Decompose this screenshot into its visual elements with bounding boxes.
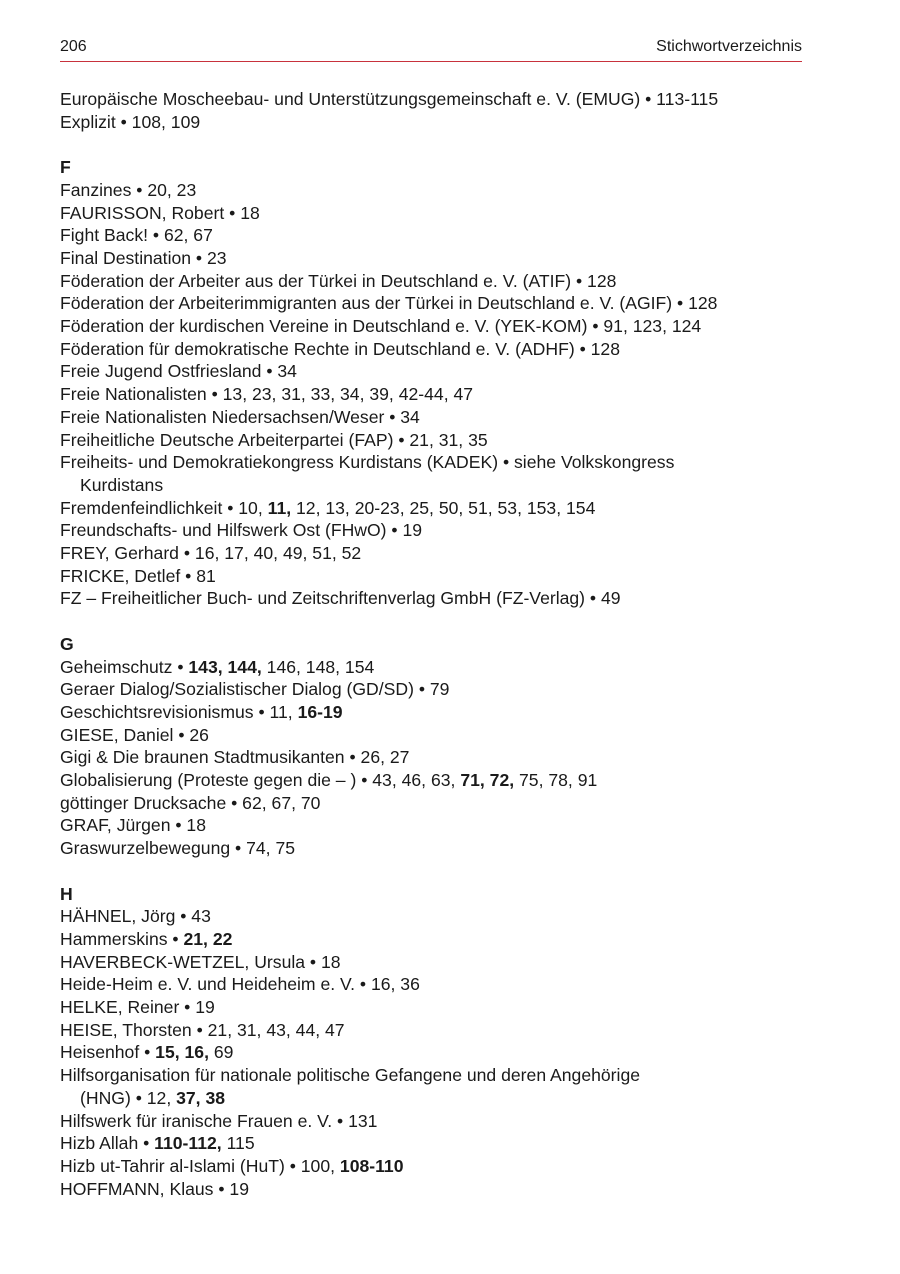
entry-text: 115 [221, 1133, 255, 1154]
index-entry [60, 406, 802, 429]
index-entry [60, 814, 802, 837]
entry-text: Föderation der kurdischen Vereine in Deutschland e. V. (YEK-KOM) • 91, 123, 124 [60, 316, 702, 337]
page-ref-bold: 110-112, [154, 1133, 222, 1154]
entry-text: 75, 78, 91 [514, 770, 598, 791]
page-ref-bold: 16-19 [297, 701, 343, 722]
entry-text: Freie Jugend Ostfriesland • 34 [60, 361, 297, 382]
running-title: Stichwortverzeichnis [656, 38, 802, 55]
entry-text: HÄHNEL, Jörg • 43 [60, 906, 211, 927]
index-entry-continuation [60, 474, 802, 497]
entry-text: FAURISSON, Robert • 18 [60, 202, 260, 223]
entry-text: Globalisierung (Proteste gegen die – ) • 43, 46, 63, [60, 770, 461, 791]
section-letter: G [60, 633, 74, 654]
index-entry [60, 270, 802, 293]
index-entry [60, 111, 802, 134]
entry-text: Föderation der Arbeiterimmigranten aus der Türkei in Deutschland e. V. (AGIF) • 128 [60, 293, 718, 314]
index-entry [60, 1041, 802, 1064]
entry-text: 69 [208, 1042, 234, 1063]
index-entry [60, 701, 802, 724]
index-entry [60, 542, 802, 565]
page-ref-bold: 21, 22 [183, 928, 233, 949]
entry-text: Hizb ut-Tahrir al-Islami (HuT) • 100, [60, 1156, 340, 1176]
entry-text: HOFFMANN, Klaus • 19 [60, 1178, 249, 1199]
index-section [60, 156, 802, 610]
index-entry [60, 247, 802, 270]
entry-text: Heisenhof • [60, 1042, 156, 1063]
section-letter: H [60, 883, 73, 904]
page-ref-bold: 143, 144, [188, 656, 262, 677]
page-ref-bold: 11, [267, 497, 292, 518]
index-entry [60, 383, 802, 406]
page-ref-bold: 108-110 [339, 1156, 404, 1176]
index-entry [60, 724, 802, 747]
index-entry [60, 678, 802, 701]
entry-text: Fanzines • 20, 23 [60, 179, 197, 200]
index-entry [60, 951, 802, 974]
running-header [60, 37, 802, 62]
section-letter: F [60, 157, 71, 178]
index-entry [60, 497, 802, 520]
index-entry-continuation [60, 1087, 802, 1110]
index-entry [60, 746, 802, 769]
index-entry [60, 565, 802, 588]
entry-text: GIESE, Daniel • 26 [60, 724, 209, 745]
entry-text: Graswurzelbewegung • 74, 75 [60, 838, 296, 859]
index-entry [60, 429, 802, 452]
index-entry [60, 656, 802, 679]
entry-text: Hilfswerk für iranische Frauen e. V. • 131 [60, 1110, 378, 1131]
entry-text: HELKE, Reiner • 19 [60, 997, 215, 1018]
entry-text: Freundschafts- und Hilfswerk Ost (FHwO) • 19 [60, 520, 423, 541]
page-ref-bold: 71, 72, [460, 770, 515, 791]
index-entry [60, 1064, 802, 1087]
entry-text: Freie Nationalisten • 13, 23, 31, 33, 34, 39, 42-44, 47 [60, 384, 474, 405]
entry-text: (HNG) • 12, [80, 1087, 177, 1108]
entry-text: HEISE, Thorsten • 21, 31, 43, 44, 47 [60, 1019, 345, 1040]
index-entry [60, 338, 802, 361]
index-entry [60, 1110, 802, 1133]
entry-text: Final Destination • 23 [60, 247, 227, 268]
entry-text: Geraer Dialog/Sozialistischer Dialog (GD/SD) • 79 [60, 679, 450, 700]
entry-text: Freie Nationalisten Niedersachsen/Weser • 34 [60, 406, 420, 427]
index-entry [60, 315, 802, 338]
entry-text: HAVERBECK-WETZEL, Ursula • 18 [60, 951, 341, 972]
entry-text: Hammerskins • [60, 928, 184, 949]
index-entry [60, 202, 802, 225]
index-entry [60, 519, 802, 542]
entry-text: GRAF, Jürgen • 18 [60, 815, 206, 836]
entry-text: Föderation der Arbeiter aus der Türkei in Deutschland e. V. (ATIF) • 128 [60, 270, 617, 291]
index-entry [60, 996, 802, 1019]
index-entry [60, 587, 802, 610]
index-section [60, 633, 802, 860]
entry-text: Gigi & Die braunen Stadtmusikanten • 26, 27 [60, 747, 410, 768]
index-section [60, 883, 802, 1201]
index-entry [60, 179, 802, 202]
entry-text: Hizb Allah • [60, 1133, 155, 1154]
entry-text: 12, 13, 20-23, 25, 50, 51, 53, 153, 154 [291, 497, 596, 518]
entry-text: Freiheits- und Demokratiekongress Kurdistans (KADEK) • siehe Volkskongress [60, 452, 675, 473]
entry-text: Fremdenfeindlichkeit • 10, [60, 497, 268, 518]
page-number: 206 [60, 38, 87, 55]
entry-text: Fight Back! • 62, 67 [60, 225, 213, 246]
entry-text: göttinger Drucksache • 62, 67, 70 [60, 792, 321, 813]
entry-text: Explizit • 108, 109 [60, 111, 201, 132]
entry-text: Föderation für demokratische Rechte in Deutschland e. V. (ADHF) • 128 [60, 338, 620, 359]
index-entry [60, 1155, 802, 1178]
entry-text: FZ – Freiheitlicher Buch- und Zeitschriftenverlag GmbH (FZ-Verlag) • 49 [60, 588, 621, 609]
entry-text: FRICKE, Detlef • 81 [60, 565, 216, 586]
entry-text: Geheimschutz • [60, 656, 189, 677]
entry-text: Heide-Heim e. V. und Heideheim e. V. • 16, 36 [60, 974, 420, 995]
entry-text: Kurdistans [80, 474, 164, 495]
index-entry [60, 769, 802, 792]
entry-text: Hilfsorganisation für nationale politische Gefangene und deren Angehörige [60, 1065, 641, 1086]
index-content [60, 88, 802, 1223]
index-entry [60, 88, 802, 111]
entry-text: Freiheitliche Deutsche Arbeiterpartei (FAP) • 21, 31, 35 [60, 429, 488, 450]
index-entry [60, 360, 802, 383]
index-entry [60, 451, 802, 474]
page-ref-bold: 37, 38 [176, 1087, 226, 1108]
index-entry [60, 1178, 802, 1201]
index-entry [60, 928, 802, 951]
page-ref-bold: 15, 16, [155, 1042, 209, 1063]
index-entry [60, 792, 802, 815]
entry-text: 146, 148, 154 [261, 656, 375, 677]
index-entry [60, 973, 802, 996]
index-entry [60, 224, 802, 247]
entry-text: Geschichtsrevisionismus • 11, [60, 701, 298, 722]
index-entry [60, 292, 802, 315]
index-entry [60, 1132, 802, 1155]
entry-text: FREY, Gerhard • 16, 17, 40, 49, 51, 52 [60, 543, 362, 564]
index-section [60, 88, 802, 133]
index-entry [60, 837, 802, 860]
index-entry [60, 1019, 802, 1042]
entry-text: Europäische Moscheebau- und Unterstützungsgemeinschaft e. V. (EMUG) • 113-115 [60, 89, 719, 109]
index-entry [60, 905, 802, 928]
